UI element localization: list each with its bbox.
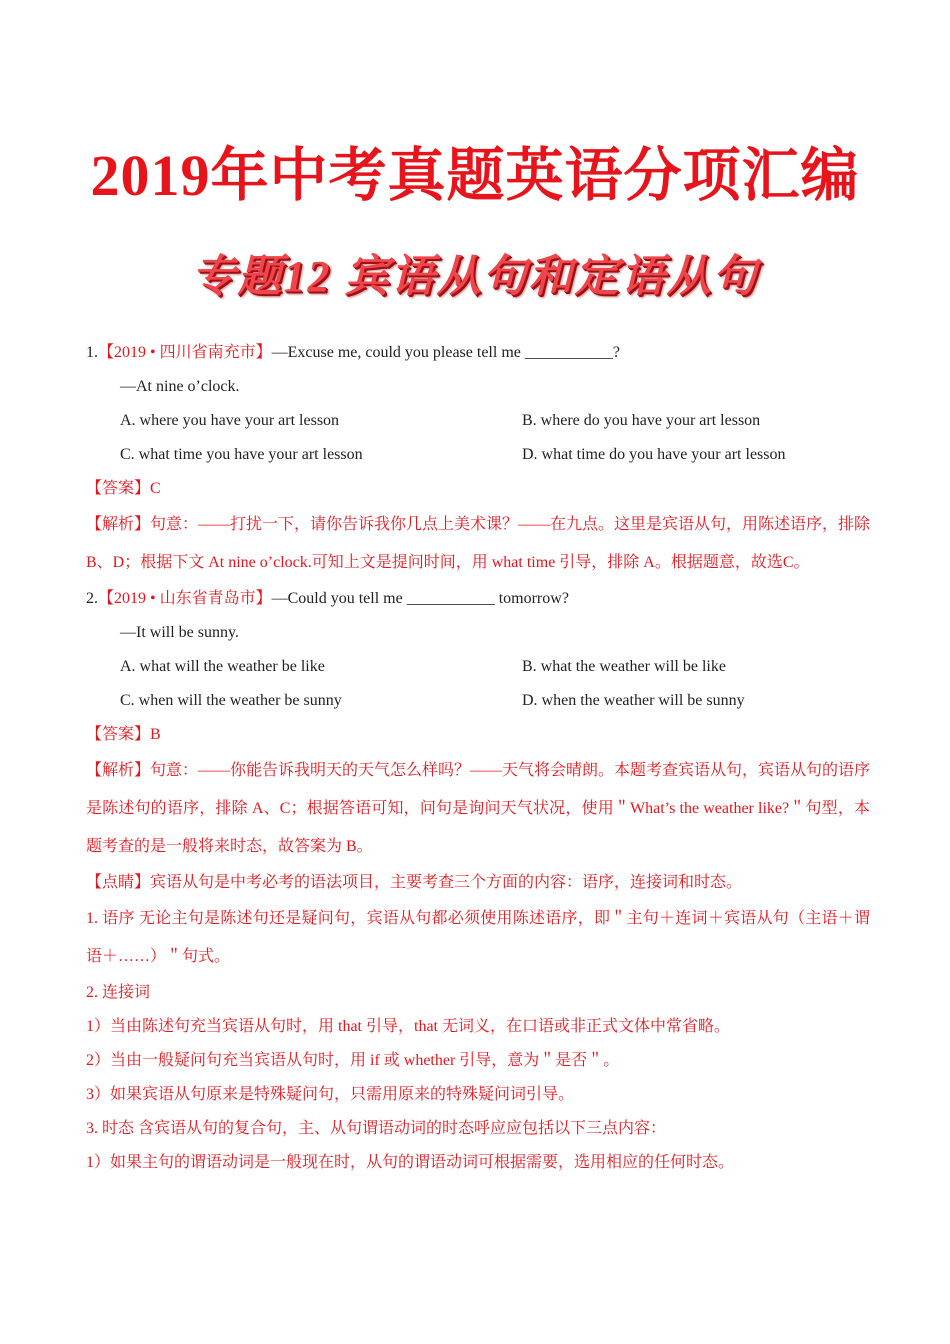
question-1-number: 1. (86, 344, 98, 361)
question-2-options-row-2 (86, 684, 870, 718)
question-2-option-b: B. what the weather will be like (522, 658, 726, 675)
grammar-point-tense: 3. 时态 含宾语从句的复合句，主、从句谓语动词的时态呼应应包括以下三点内容： (86, 1120, 667, 1137)
document-body (86, 336, 870, 1180)
question-2-options-row-1 (86, 650, 870, 684)
question-2-number: 2. (86, 590, 98, 607)
grammar-point-connectives-2: 2）当由一般疑问句充当宾语从句时，用 if 或 whether 引导，意为＂是否＂。 (86, 1052, 620, 1069)
question-2-source: 【2019 • 山东省青岛市】 (98, 590, 272, 607)
question-1-option-c: C. what time you have your art lesson (120, 446, 363, 463)
question-2-tip: 【点睛】宾语从句是中考必考的语法项目，主要考查三个方面的内容：语序，连接词和时态。 (86, 874, 743, 891)
question-1-text: —Excuse me, could you please tell me ___________? (271, 344, 620, 361)
question-1-options-row-1 (86, 404, 870, 438)
question-2-stem (86, 582, 870, 616)
question-2-reply: —It will be sunny. (120, 624, 239, 641)
question-1-option-a: A. where you have your art lesson (120, 412, 340, 429)
question-1-option-b: B. where do you have your art lesson (522, 412, 761, 429)
question-1-source: 【2019 • 四川省南充市】 (98, 344, 272, 361)
question-1-answer: 【答案】C (86, 480, 161, 497)
question-1-analysis: 【解析】句意：——打扰一下，请你告诉我你几点上美术课？——在九点。这里是宾语从句，用陈述语序，排除B、D；根据下文 At nine o’clock.可知上文是提问时间，用 what time 引导，排除 A。根据题意，故选C。 (86, 516, 871, 571)
page-subtitle: 专题12 宾语从句和定语从句 (191, 252, 759, 301)
grammar-point-connectives-3: 3）如果宾语从句原来是特殊疑问句，只需用原来的特殊疑问词引导。 (86, 1086, 575, 1103)
question-2-analysis: 【解析】句意：——你能告诉我明天的天气怎么样吗？——天气将会晴朗。本题考查宾语从句，宾语从句的语序是陈述句的语序，排除 A、C；根据答语可知，问句是询问天气状况，使用＂What’s the weather like?＂句型，本题考查的是一般将来时态，故答案为 B。 (86, 762, 871, 855)
grammar-point-word-order: 1. 语序 无论主句是陈述句还是疑问句，宾语从句都必须使用陈述语序，即＂主句＋连词＋宾语从句（主语＋谓语＋……）＂句式。 (86, 910, 870, 965)
question-1-stem (86, 336, 870, 370)
question-2-answer: 【答案】B (86, 726, 161, 743)
grammar-point-tense-1: 1）如果主句的谓语动词是一般现在时，从句的谓语动词可根据需要，选用相应的任何时态。 (86, 1154, 735, 1171)
question-2-option-a: A. what will the weather be like (120, 658, 325, 675)
question-1-reply: —At nine o’clock. (120, 378, 240, 395)
question-2-text: —Could you tell me ___________ tomorrow? (271, 590, 569, 607)
grammar-point-connectives: 2. 连接词 (86, 984, 151, 1001)
question-2-option-c: C. when will the weather be sunny (120, 692, 342, 709)
question-1-option-d: D. what time do you have your art lesson (522, 446, 786, 463)
question-1-options-row-2 (86, 438, 870, 472)
question-2-option-d: D. when the weather will be sunny (522, 692, 745, 709)
grammar-point-connectives-1: 1）当由陈述句充当宾语从句时，用 that 引导，that 无词义，在口语或非正式文体中常省略。 (86, 1018, 730, 1035)
page-title: 2019年中考真题英语分项汇编 (90, 143, 860, 208)
